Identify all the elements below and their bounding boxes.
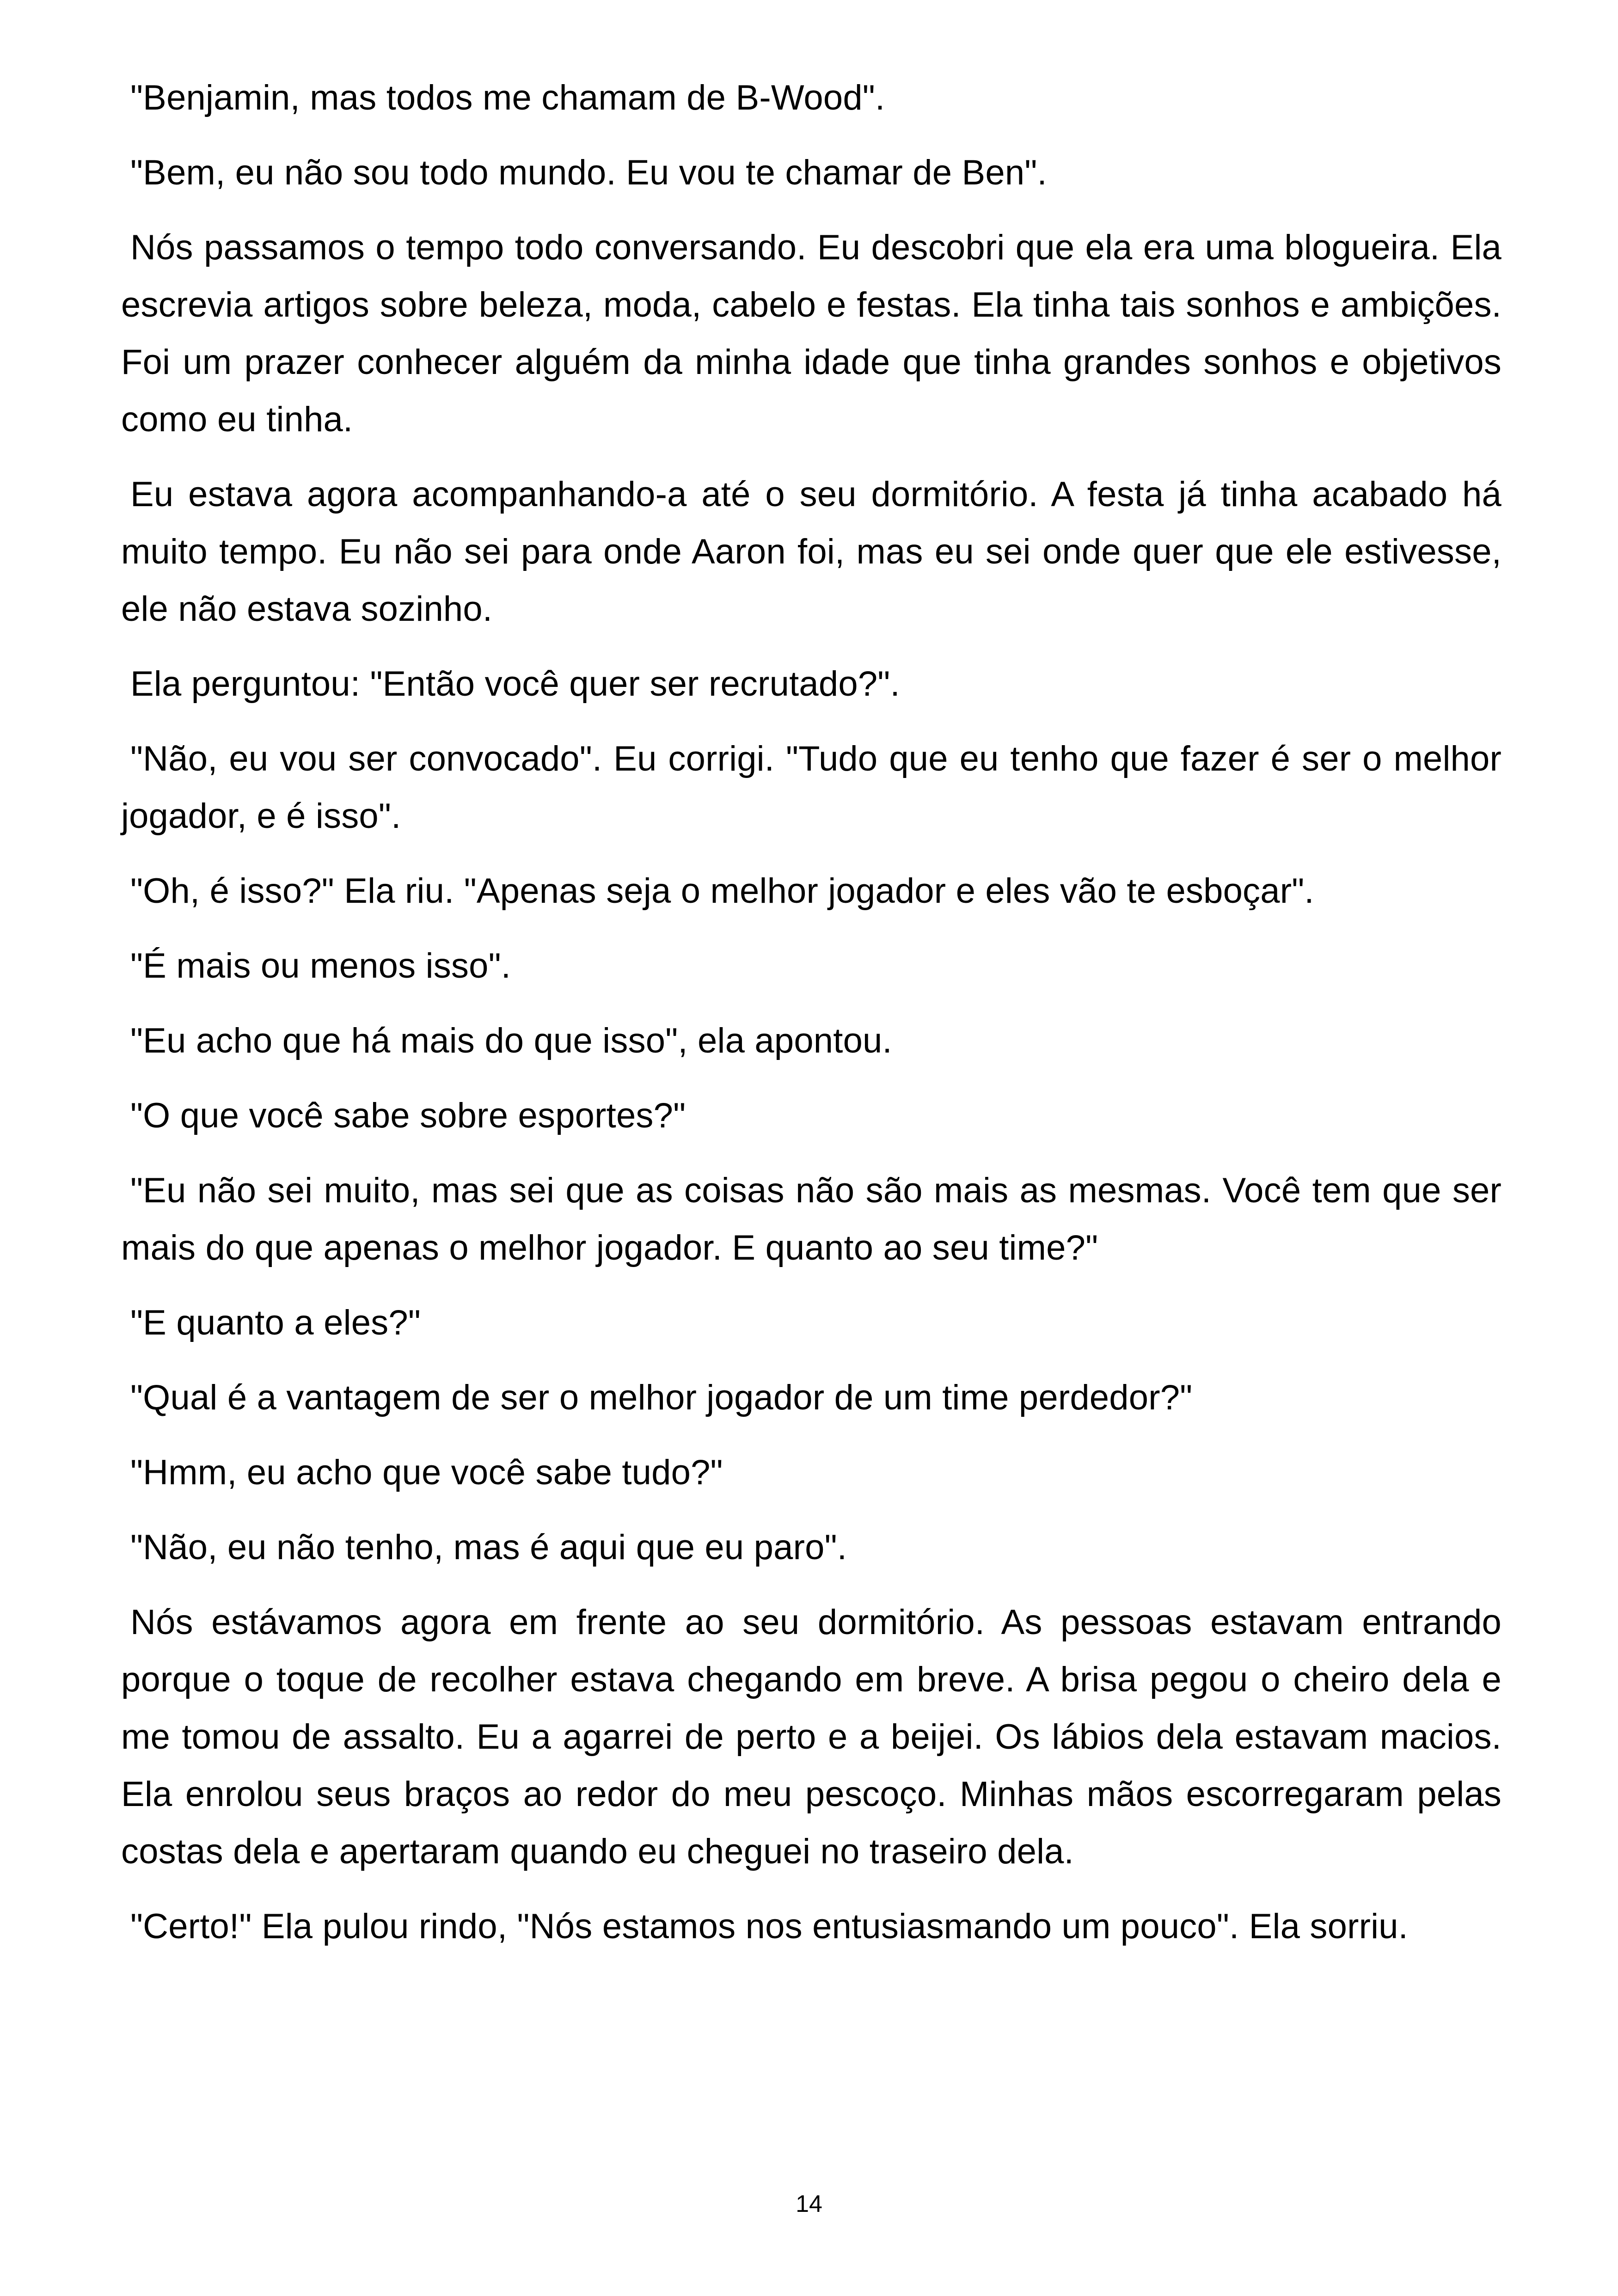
paragraph: "Não, eu não tenho, mas é aqui que eu paro". <box>130 1528 847 1567</box>
paragraph: "Eu não sei muito, mas sei que as coisas não são mais as mesmas. Você tem que ser mais do que apenas o melhor jogador. E quanto ao seu time?" <box>121 1171 1502 1267</box>
paragraph: "Eu acho que há mais do que isso", ela apontou. <box>130 1021 892 1060</box>
paragraph: "E quanto a eles?" <box>130 1303 421 1342</box>
page-number: 14 <box>796 2191 822 2217</box>
paragraph: "Certo!" Ela pulou rindo, "Nós estamos nos entusiasmando um pouco". Ela sorriu. <box>130 1907 1408 1946</box>
document-body <box>121 69 1502 1973</box>
paragraph: "Hmm, eu acho que você sabe tudo?" <box>130 1453 723 1492</box>
paragraph: Ela perguntou: "Então você quer ser recrutado?". <box>130 664 900 704</box>
paragraph: "Oh, é isso?" Ela riu. "Apenas seja o melhor jogador e eles vão te esboçar". <box>130 871 1314 911</box>
paragraph: "É mais ou menos isso". <box>130 946 511 986</box>
paragraph: "Benjamin, mas todos me chamam de B-Wood". <box>130 78 885 117</box>
paragraph: "Bem, eu não sou todo mundo. Eu vou te chamar de Ben". <box>130 153 1047 192</box>
paragraph: "Qual é a vantagem de ser o melhor jogador de um time perdedor?" <box>130 1378 1193 1417</box>
paragraph: Nós passamos o tempo todo conversando. Eu descobri que ela era uma blogueira. Ela escrevia artigos sobre beleza, moda, cabelo e festas. Ela tinha tais sonhos e ambições. Foi um prazer conhecer alguém da minha idade que tinha grandes sonhos e objetivos como eu tinha. <box>121 228 1502 439</box>
paragraph: Nós estávamos agora em frente ao seu dormitório. As pessoas estavam entrando porque o toque de recolher estava chegando em breve. A brisa pegou o cheiro dela e me tomou de assalto. Eu a agarrei de perto e a beijei. Os lábios dela estavam macios. Ela enrolou seus braços ao redor do meu pescoço. Minhas mãos escorregaram pelas costas dela e apertaram quando eu cheguei no traseiro dela. <box>121 1603 1502 1871</box>
paragraph: "O que você sabe sobre esportes?" <box>130 1096 686 1135</box>
paragraph: Eu estava agora acompanhando-a até o seu dormitório. A festa já tinha acabado há muito tempo. Eu não sei para onde Aaron foi, mas eu sei onde quer que ele estivesse, ele não estava sozinho. <box>121 475 1502 629</box>
paragraph: "Não, eu vou ser convocado". Eu corrigi. "Tudo que eu tenho que fazer é ser o melhor jogador, e é isso". <box>121 739 1502 836</box>
